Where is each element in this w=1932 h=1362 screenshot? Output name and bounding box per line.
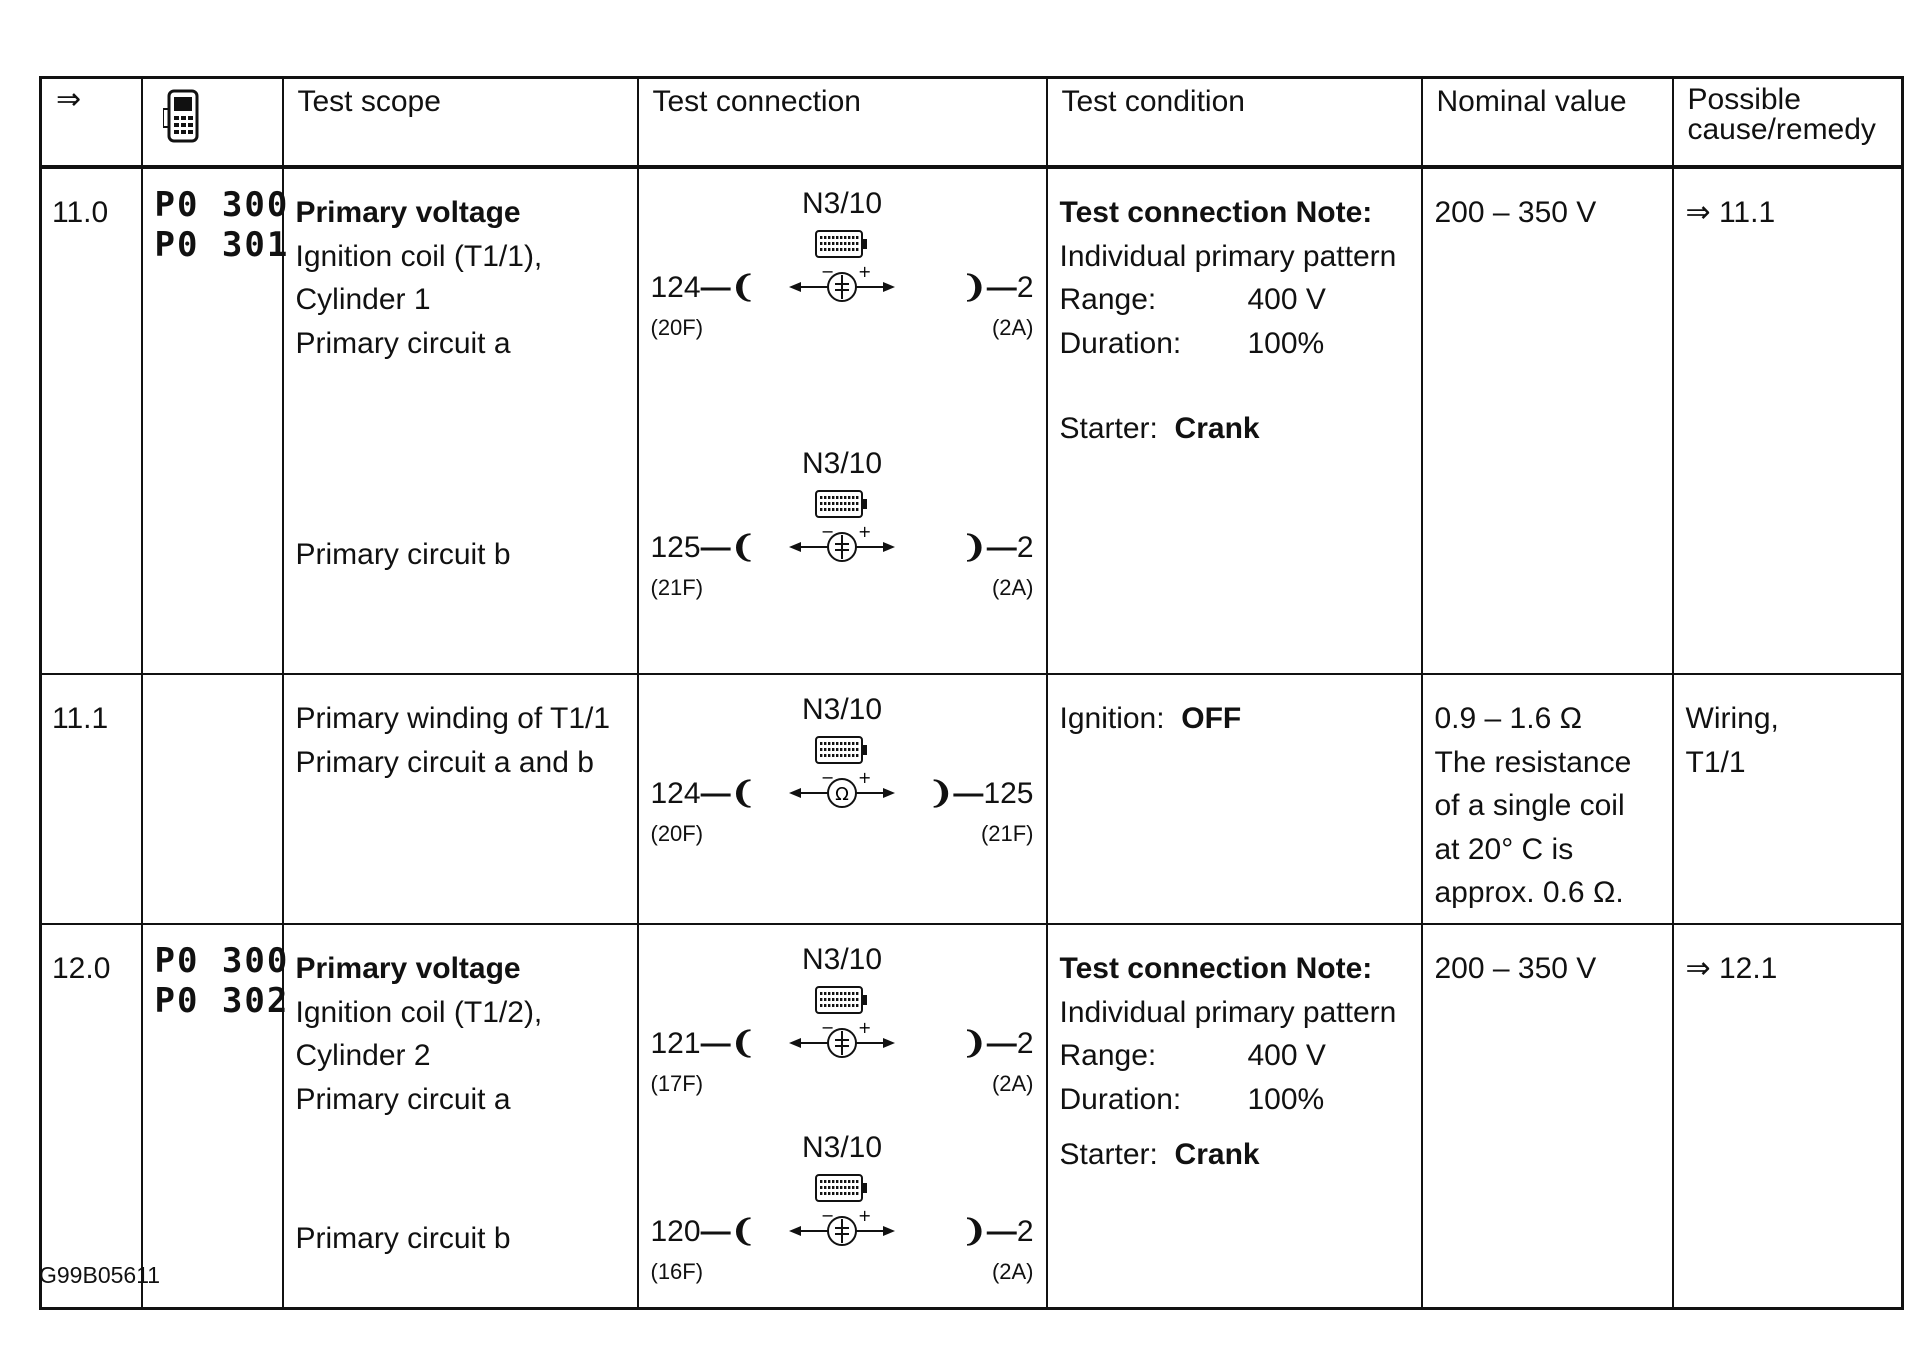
scope-title: Primary voltage: [295, 196, 521, 229]
pin-right: [962, 1027, 1034, 1061]
probe-right-icon: ❩—: [928, 777, 984, 810]
connection-diagram: [639, 1131, 1046, 1301]
svg-text:−: −: [821, 1019, 835, 1037]
starter-label: Starter:: [1059, 1138, 1158, 1171]
cause-link[interactable]: ⇒ 12.1: [1685, 952, 1778, 985]
pin-left-number: 120: [650, 1215, 701, 1248]
scope-line: Ignition coil (T1/1),: [295, 239, 543, 273]
ecu-connector-icon: [815, 1173, 869, 1203]
probe-left-icon: —❨: [700, 1215, 756, 1248]
nominal-note: of a single coil: [1434, 789, 1625, 822]
test-scope-cell: [283, 674, 638, 924]
pin-left: [651, 1215, 756, 1249]
dtc-code: P0 302: [154, 981, 290, 1021]
dtc-codes: [142, 674, 283, 924]
scope-line: Ignition coil (T1/2),: [295, 995, 543, 1029]
ecu-connector-icon: [815, 735, 869, 765]
step-number: 12.0: [41, 924, 142, 1308]
starter-label: Starter:: [1059, 412, 1158, 445]
possible-cause-cell: [1673, 167, 1903, 674]
scope-line: Cylinder 1: [295, 283, 431, 316]
ecu-connector-icon: [815, 489, 869, 519]
condition-pattern: Individual primary pattern: [1059, 239, 1397, 273]
duration-label: Duration:: [1059, 326, 1182, 360]
ecu-connector-icon: [815, 229, 869, 259]
probe-right-icon: ❩—: [961, 271, 1017, 304]
pin-right-socket: (2A): [991, 1259, 1034, 1284]
dtc-code: P0 300: [154, 185, 290, 225]
pin-right-socket: (2A): [991, 575, 1034, 600]
connection-diagram: [639, 693, 1046, 919]
pin-left-socket: (16F): [650, 1259, 704, 1284]
condition-pattern: Individual primary pattern: [1059, 995, 1397, 1029]
diagnosis-table: [39, 76, 1904, 1310]
condition-title: Test connection Note:: [1059, 952, 1373, 985]
condition-title: Test connection Note:: [1059, 196, 1373, 229]
nominal-value-cell: [1422, 674, 1673, 924]
nominal-value: 0.9 – 1.6 Ω: [1434, 702, 1583, 735]
pin-left-socket: (20F): [650, 315, 704, 340]
pin-right-number: 2: [1016, 531, 1034, 564]
test-connection-cell: [638, 167, 1047, 674]
pin-left-socket: (20F): [650, 821, 704, 846]
svg-text:+: +: [858, 1019, 872, 1037]
scope-line: Primary circuit b: [295, 1222, 511, 1255]
voltmeter-icon: [787, 263, 897, 307]
connector-label: N3/10: [801, 1131, 883, 1164]
probe-left-icon: —❨: [700, 271, 756, 304]
pin-right-socket: (2A): [991, 1071, 1034, 1096]
svg-text:+: +: [858, 1207, 872, 1225]
nominal-value: 200 – 350 V: [1434, 952, 1597, 985]
voltmeter-icon: [787, 523, 897, 567]
pin-right-number: 2: [1016, 1215, 1034, 1248]
scope-line: Primary winding of T1/1: [295, 702, 611, 735]
col-possible-cause: [1673, 78, 1903, 168]
test-connection-cell: [638, 674, 1047, 924]
table-row: [41, 167, 1903, 674]
pin-left-socket: (21F): [650, 575, 704, 600]
connector-label: N3/10: [801, 447, 883, 480]
dtc-code: P0 301: [154, 225, 290, 265]
test-connection-cell: [638, 924, 1047, 1308]
possible-cause-cell: [1673, 924, 1903, 1308]
pin-right-number: 2: [1016, 271, 1034, 304]
range-label: Range:: [1059, 283, 1157, 316]
svg-text:+: +: [858, 263, 872, 281]
test-scope-cell: [283, 924, 638, 1308]
scope-line: Primary circuit a: [295, 326, 511, 360]
svg-text:−: −: [821, 769, 835, 787]
probe-right-icon: ❩—: [961, 1215, 1017, 1248]
voltmeter-icon: [787, 1019, 897, 1063]
scope-line: Primary circuit b: [295, 538, 511, 571]
pin-right: [928, 777, 1033, 811]
pin-left-number: 124: [650, 271, 701, 304]
pin-right: [962, 1215, 1034, 1249]
pin-left: [651, 777, 756, 811]
cause-text: T1/1: [1685, 745, 1746, 779]
table-row: [41, 674, 1903, 924]
col-nominal-value: Nominal value: [1422, 78, 1673, 168]
pin-right-socket: (2A): [991, 315, 1034, 340]
ecu-connector-icon: [815, 985, 869, 1015]
starter-value: Crank: [1174, 412, 1260, 445]
pin-left-number: 121: [650, 1027, 701, 1060]
pin-left: [651, 1027, 756, 1061]
table-row: [41, 924, 1903, 1308]
range-value: 400 V: [1247, 283, 1326, 316]
duration-value: 100%: [1247, 1082, 1325, 1116]
ohmmeter-icon: [787, 769, 897, 813]
nominal-note: approx. 0.6 Ω.: [1434, 876, 1624, 909]
col-test-connection: Test connection: [638, 78, 1047, 168]
voltmeter-icon: [787, 1207, 897, 1251]
dtc-codes: [142, 924, 290, 1308]
svg-text:−: −: [821, 263, 835, 281]
col-possible-cause-line1: Possible: [1687, 83, 1801, 116]
test-condition-cell: [1047, 924, 1422, 1308]
nominal-value-cell: [1422, 924, 1673, 1308]
col-test-condition: Test condition: [1047, 78, 1422, 168]
connector-label: N3/10: [801, 187, 883, 220]
pin-left-socket: (17F): [650, 1071, 704, 1096]
possible-cause-cell: [1673, 674, 1903, 924]
duration-label: Duration:: [1059, 1082, 1182, 1116]
nominal-value: 200 – 350 V: [1434, 196, 1597, 229]
pin-right: [962, 271, 1034, 305]
ignition-value: OFF: [1181, 702, 1242, 735]
col-possible-cause-line2: cause/remedy: [1687, 113, 1876, 146]
pin-right-number: 2: [1016, 1027, 1034, 1060]
pin-left-number: 125: [650, 531, 701, 564]
dtc-code: P0 300: [154, 941, 290, 981]
test-scope-cell: [283, 167, 638, 674]
pin-left-number: 124: [650, 777, 701, 810]
connector-label: N3/10: [801, 693, 883, 726]
svg-text:+: +: [858, 769, 872, 787]
step-number: 11.1: [41, 674, 142, 924]
probe-left-icon: —❨: [700, 777, 756, 810]
test-condition-cell: [1047, 674, 1422, 924]
pin-right: [962, 531, 1034, 565]
nominal-note: The resistance: [1434, 745, 1632, 779]
pin-right-socket: (21F): [980, 821, 1034, 846]
arrow-icon: ⇒: [41, 78, 142, 168]
probe-right-icon: ❩—: [961, 1027, 1017, 1060]
probe-right-icon: ❩—: [961, 531, 1017, 564]
scope-title: Primary voltage: [295, 952, 521, 985]
cause-text: Wiring,: [1685, 702, 1779, 735]
pin-left: [651, 531, 756, 565]
scope-line: Primary circuit a: [295, 1082, 511, 1116]
svg-text:+: +: [858, 523, 872, 541]
scope-line: Primary circuit a and b: [295, 745, 594, 779]
dtc-codes: [142, 167, 290, 674]
connector-label: N3/10: [801, 943, 883, 976]
step-number: 11.0: [41, 167, 142, 674]
scope-line: Cylinder 2: [295, 1039, 431, 1072]
pin-left: [651, 271, 756, 305]
handheld-tester-icon: [142, 78, 283, 168]
probe-left-icon: —❨: [700, 531, 756, 564]
nominal-note: at 20° C is: [1434, 832, 1574, 866]
probe-left-icon: —❨: [700, 1027, 756, 1060]
nominal-value-cell: [1422, 167, 1673, 674]
cause-link[interactable]: ⇒ 11.1: [1685, 196, 1776, 229]
connection-diagram: [639, 187, 1046, 413]
pin-right-number: 125: [983, 777, 1034, 810]
svg-text:Ω: Ω: [835, 784, 849, 805]
svg-text:−: −: [821, 1207, 835, 1225]
col-test-scope: Test scope: [283, 78, 638, 168]
range-value: 400 V: [1247, 1039, 1326, 1072]
connection-diagram: [639, 447, 1046, 673]
ignition-label: Ignition:: [1059, 702, 1165, 735]
range-label: Range:: [1059, 1039, 1157, 1072]
figure-id: G99B05611: [39, 1262, 161, 1288]
connection-diagram: [639, 943, 1046, 1113]
table-header-row: [41, 78, 1903, 168]
svg-text:−: −: [821, 523, 835, 541]
duration-value: 100%: [1247, 326, 1325, 360]
starter-value: Crank: [1174, 1138, 1260, 1171]
test-condition-cell: [1047, 167, 1422, 674]
